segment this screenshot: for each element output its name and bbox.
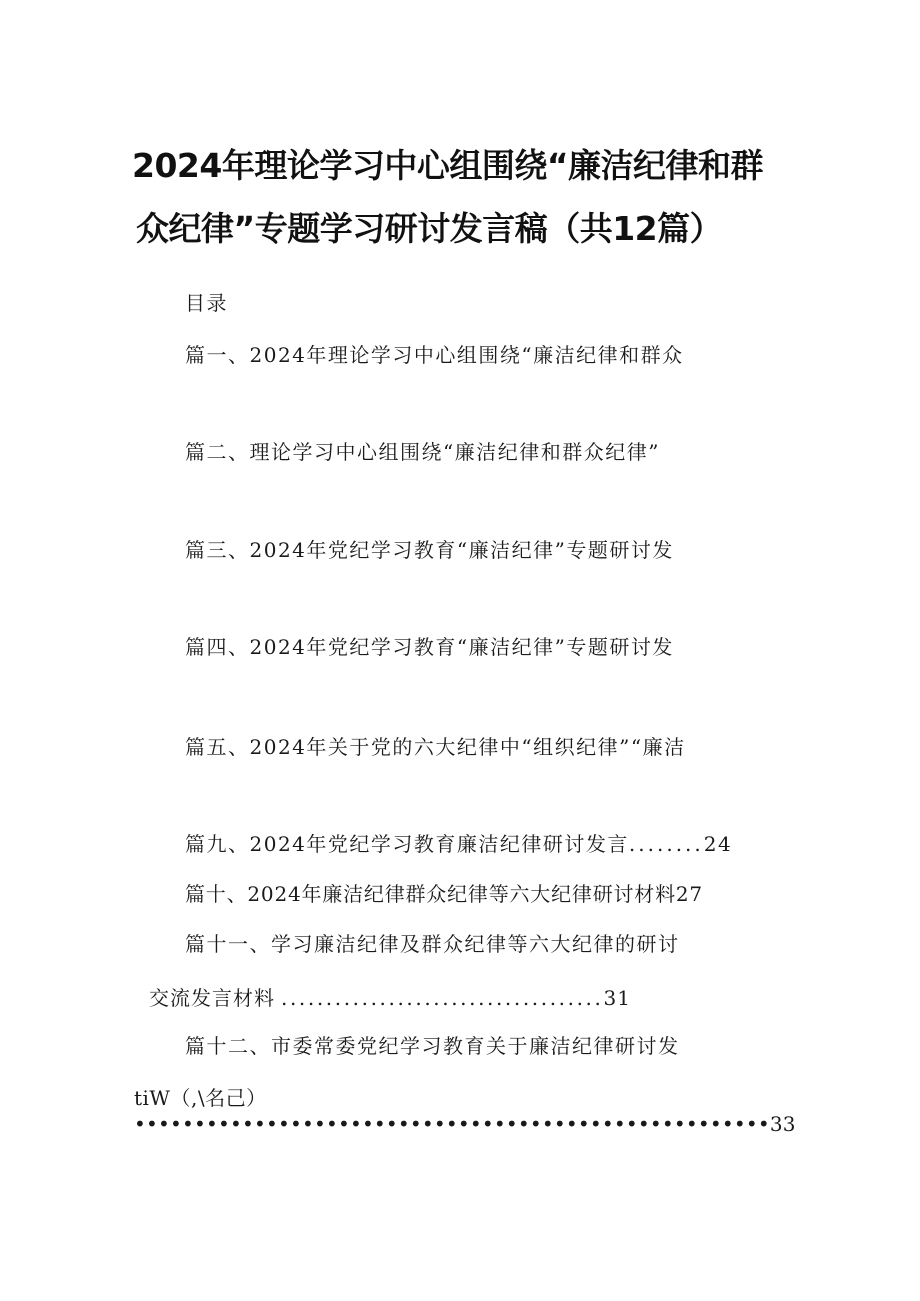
toc-entry-4: 篇四、2024年党纪学习教育“廉洁纪律”专题研讨发 [185, 635, 674, 659]
document-title-line-1: 2024年理论学习中心组围绕“廉洁纪律和群 [132, 146, 764, 185]
toc-entry-5: 篇五、2024年关于党的六大纪律中“组织纪律”“廉洁 [185, 735, 686, 759]
toc-entry-11: 篇十一、学习廉洁纪律及群众纪律等六大纪律的研讨 [185, 932, 680, 956]
toc-page-number: 33 [769, 1112, 796, 1136]
toc-page-number: 27 [675, 882, 703, 906]
toc-entry-10 [185, 878, 703, 907]
toc-entry-text: 篇十、2024年廉洁纪律群众纪律等六大纪律研讨材料 [185, 882, 676, 906]
toc-entry-3: 篇三、2024年党纪学习教育“廉洁纪律”专题研讨发 [185, 538, 674, 562]
toc-leader-dots: ••••••••••••••••••••••••••••••••••••••••••••••••••••• [134, 1112, 770, 1136]
toc-entry-text: 篇九、2024年党纪学习教育廉洁纪律研讨发言 [185, 832, 629, 856]
toc-leader-dots: .................................... [281, 986, 604, 1010]
toc-entry-12-leader [134, 1112, 796, 1136]
toc-page-number: 31 [603, 986, 631, 1010]
document-title-line-2: 众纪律”专题学习研讨发言稿（共12篇） [136, 209, 723, 248]
toc-leader-dots: ........ [628, 832, 704, 856]
toc-entry-text: 交流发言材料 [149, 986, 275, 1010]
toc-entry-1: 篇一、2024年理论学习中心组围绕“廉洁纪律和群众 [185, 343, 684, 367]
toc-entry-2: 篇二、理论学习中心组围绕“廉洁纪律和群众纪律” [185, 440, 660, 464]
toc-entry-12-continued: tiW（,\名己） [134, 1086, 267, 1110]
toc-heading: 目录 [185, 291, 228, 315]
toc-entry-9 [185, 828, 732, 857]
toc-page-number: 24 [703, 832, 733, 856]
toc-entry-12: 篇十二、市委常委党纪学习教育关于廉洁纪律研讨发 [185, 1034, 680, 1058]
toc-entry-11-continued [149, 982, 631, 1011]
